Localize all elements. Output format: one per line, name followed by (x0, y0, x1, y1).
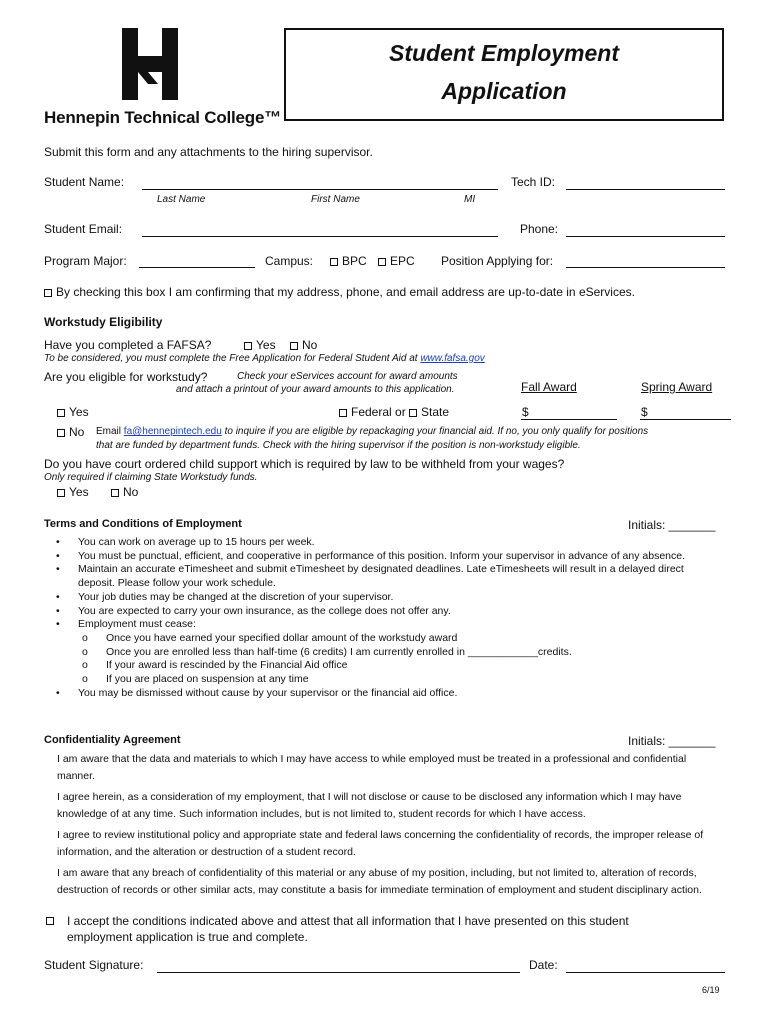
checkbox-icon (111, 489, 119, 497)
fafsa-link[interactable]: www.fafsa.gov (420, 353, 485, 364)
checkbox-icon (244, 342, 252, 350)
checkbox-icon (290, 342, 298, 350)
title-line-2: Application (441, 78, 567, 104)
fall-award-field[interactable] (521, 419, 617, 420)
student-name-field[interactable] (142, 189, 498, 190)
checkbox-icon (57, 409, 65, 417)
student-email-label: Student Email: (44, 222, 123, 236)
federal-state-options[interactable]: Federal or State (339, 405, 449, 419)
program-major-field[interactable] (139, 267, 255, 268)
version-label: 6/19 (702, 985, 720, 995)
hennepin-logo-icon (122, 28, 178, 100)
campus-epc-option[interactable]: EPC (378, 254, 415, 268)
campus-bpc-option[interactable]: BPC (330, 254, 367, 268)
child-support-question: Do you have court ordered child support which is required by law to be withheld from your wages? (44, 457, 565, 471)
phone-field[interactable] (566, 236, 725, 237)
no-email-note-2: that are funded by department funds. Check with the hiring supervisor if the position is non-workstudy eligible. (96, 440, 581, 451)
checkbox-icon (44, 289, 52, 297)
tech-id-field[interactable] (566, 189, 725, 190)
fa-email-link[interactable]: fa@hennepintech.edu (123, 426, 222, 437)
confidentiality-body (57, 751, 705, 903)
checkbox-icon (409, 409, 417, 417)
signature-label: Student Signature: (44, 958, 144, 972)
list-item: • You must be punctual, efficient, and cooperative in performance of this position. Inform your supervisor in advance of any absence. (56, 549, 686, 562)
spring-dollar-sign: $ (641, 405, 648, 419)
eligible-note-1: Check your eServices account for award amounts (237, 371, 458, 382)
sub-list (44, 632, 716, 687)
spring-award-header: Spring Award (641, 380, 713, 394)
list-item: • You can work on average up to 15 hours per week. (56, 536, 315, 548)
mi-caption: MI (464, 194, 476, 205)
eligible-no-option[interactable]: No (57, 425, 84, 439)
checkbox-icon (339, 409, 347, 417)
confidentiality-paragraph: I agree herein, as a consideration of my employment, that I will not disclose or cause to be disclosed any information which I may have knowledge of at any time. Such information includes, but is not limited to, student records for which I have access. (57, 791, 682, 820)
list-item: • You may be dismissed without cause by your supervisor or the financial aid office. (56, 686, 458, 699)
spring-award-field[interactable] (640, 419, 731, 420)
sub-list-wrap (44, 632, 716, 687)
fall-dollar-sign: $ (522, 405, 529, 419)
confidentiality-paragraph: I agree to review institutional policy and appropriate state and federal laws concerning the confidentiality of records, the improper release of information, and the alteration or destruction of a student record. (57, 829, 704, 858)
fafsa-question: Have you completed a FAFSA? (44, 338, 212, 352)
fafsa-no-option[interactable]: No (290, 338, 317, 352)
confirm-checkbox-row[interactable]: By checking this box I am confirming that my address, phone, and email address are up-to-date in eServices. (44, 285, 635, 299)
terms-heading: Terms and Conditions of Employment (44, 518, 242, 530)
eligible-question: Are you eligible for workstudy? (44, 370, 208, 384)
child-support-note: Only required if claiming State Workstudy funds. (44, 472, 258, 483)
checkbox-icon (57, 489, 65, 497)
workstudy-heading: Workstudy Eligibility (44, 315, 163, 329)
list-item: • You are expected to carry your own insurance, as the college does not offer any. (56, 604, 451, 617)
list-item: • Employment must cease: (56, 618, 196, 631)
confidentiality-paragraph: I am aware that any breach of confidentiality of this material or any abuse of my position, including, but not limited to, alteration of records, destruction of records or other similar acts, may constitute a basis for immediate termination of employment and student disciplinary action. (57, 867, 702, 896)
title-line-1: Student Employment (388, 40, 619, 66)
position-label: Position Applying for: (441, 254, 554, 268)
title-box (284, 28, 724, 121)
campus-label: Campus: (265, 254, 314, 268)
sub-list-item: o Once you have earned your specified dollar amount of the workstudy award (82, 631, 458, 644)
first-name-caption: First Name (311, 194, 360, 205)
program-major-label: Program Major: (44, 254, 127, 268)
terms-initials[interactable]: Initials: _______ (628, 518, 716, 532)
sub-list-item: o If you are placed on suspension at any time (82, 673, 309, 686)
student-name-label: Student Name: (44, 175, 125, 189)
date-label: Date: (529, 958, 558, 972)
date-field[interactable] (566, 972, 725, 973)
child-support-yes-option[interactable]: Yes (57, 485, 89, 499)
signature-field[interactable] (157, 972, 520, 973)
tech-id-label: Tech ID: (511, 175, 556, 189)
checkbox-icon (46, 917, 54, 925)
accept-text: I accept the conditions indicated above and attest that all information that I have presented on this student employment application is true and complete. (67, 914, 629, 944)
position-field[interactable] (566, 267, 725, 268)
checkbox-icon (378, 258, 386, 266)
last-name-caption: Last Name (157, 194, 206, 205)
fall-award-header: Fall Award (521, 380, 577, 394)
list-item: • Your job duties may be changed at the discretion of your supervisor. (56, 590, 394, 603)
sub-list-item: o Once you are enrolled less than half-time (6 credits) I am currently enrolled in ____________credits. (82, 645, 572, 658)
accept-checkbox[interactable] (46, 913, 58, 927)
confidentiality-paragraph: I am aware that the data and materials to which I may have access to while employed must be treated in a professional and confidential manner. (57, 753, 687, 782)
student-email-field[interactable] (142, 236, 498, 237)
terms-list (44, 536, 716, 700)
eligible-yes-option[interactable]: Yes (57, 405, 89, 419)
confidentiality-heading: Confidentiality Agreement (44, 734, 181, 746)
no-email-note: Email fa@hennepintech.edu to inquire if you are eligible by repackaging your financial aid. If no, you only qualify for positions (96, 426, 649, 437)
eligible-note-2: and attach a printout of your award amounts to this application. (176, 384, 455, 395)
fafsa-note: To be considered, you must complete the Free Application for Federal Student Aid at www.fafsa.gov (44, 353, 485, 364)
phone-label: Phone: (520, 222, 559, 236)
college-name: Hennepin Technical College™ (44, 108, 282, 127)
checkbox-icon (57, 429, 65, 437)
checkbox-icon (330, 258, 338, 266)
child-support-no-option[interactable]: No (111, 485, 138, 499)
intro-text: Submit this form and any attachments to the hiring supervisor. (44, 145, 373, 159)
sub-list-item: o If your award is rescinded by the Financial Aid office (82, 659, 348, 672)
list-item: • Maintain an accurate eTimesheet and submit eTimesheet by designated deadlines. Late eTimesheets will result in a delayed direct deposit. Please follow your work schedule. (56, 563, 684, 590)
confidentiality-initials[interactable]: Initials: _______ (628, 734, 716, 748)
fafsa-yes-option[interactable]: Yes (244, 338, 276, 352)
